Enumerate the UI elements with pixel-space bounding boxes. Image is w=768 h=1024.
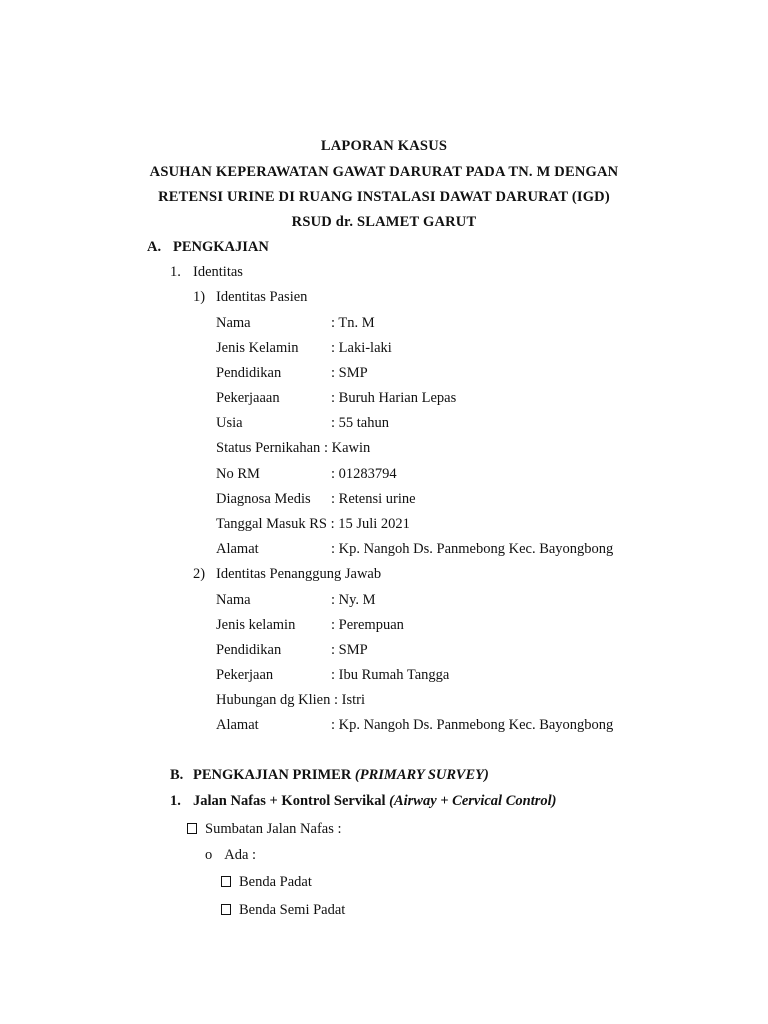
field-value: : Buruh Harian Lepas bbox=[331, 390, 457, 406]
field-value: : Istri bbox=[334, 692, 366, 708]
guardian-row bbox=[216, 666, 449, 684]
field-value: : SMP bbox=[331, 642, 368, 658]
field-label: Pendidikan bbox=[216, 365, 282, 381]
checkbox-icon bbox=[221, 876, 231, 887]
field-label: Jenis Kelamin bbox=[216, 340, 299, 356]
field-value: : Tn. M bbox=[331, 315, 375, 331]
field-value: : 01283794 bbox=[331, 466, 397, 482]
airway-title-text: Jalan Nafas + Kontrol Servikal bbox=[193, 793, 386, 809]
guardian-row bbox=[216, 591, 376, 609]
patient-row bbox=[216, 414, 389, 432]
guardian-row bbox=[216, 616, 404, 634]
patient-row bbox=[216, 364, 368, 382]
checkbox-icon bbox=[187, 823, 197, 834]
field-label: Nama bbox=[216, 592, 251, 608]
identitas-penanggung-number: 2) bbox=[193, 566, 206, 582]
sumbatan-item bbox=[187, 820, 342, 838]
field-label: Status Pernikahan bbox=[216, 440, 321, 456]
field-value: : Laki-laki bbox=[331, 340, 392, 356]
section-a-marker: A. bbox=[147, 239, 162, 255]
identitas-number: 1. bbox=[170, 264, 181, 280]
field-label: Pendidikan bbox=[216, 642, 282, 658]
report-subtitle-line2: RETENSI URINE DI RUANG INSTALASI DAWAT DARURAT (IGD) bbox=[158, 189, 610, 205]
patient-row bbox=[216, 540, 613, 558]
patient-row bbox=[216, 490, 416, 508]
field-label: Jenis kelamin bbox=[216, 617, 296, 633]
field-label: Nama bbox=[216, 315, 251, 331]
airway-number: 1. bbox=[170, 793, 181, 809]
ada-label: Ada : bbox=[224, 847, 257, 863]
guardian-row bbox=[216, 691, 365, 709]
option-label: Benda Padat bbox=[239, 874, 312, 890]
checkbox-icon bbox=[221, 904, 231, 915]
patient-row bbox=[216, 314, 375, 332]
field-value: : Ibu Rumah Tangga bbox=[331, 667, 450, 683]
airway-title bbox=[193, 792, 556, 810]
field-label: Alamat bbox=[216, 717, 259, 733]
field-value: : SMP bbox=[331, 365, 368, 381]
field-value: : Kawin bbox=[323, 440, 371, 456]
field-value: : Ny. M bbox=[331, 592, 376, 608]
identitas-pasien-number: 1) bbox=[193, 289, 206, 305]
ada-item bbox=[205, 846, 256, 864]
airway-title-italic: (Airway + Cervical Control) bbox=[389, 793, 557, 809]
section-b-title bbox=[193, 766, 489, 784]
field-value: : 15 Juli 2021 bbox=[330, 516, 410, 532]
option-benda-semi-padat bbox=[221, 901, 345, 919]
section-b-marker: B. bbox=[170, 767, 184, 783]
section-b-title-italic: (PRIMARY SURVEY) bbox=[354, 767, 489, 783]
field-value: : Kp. Nangoh Ds. Panmebong Kec. Bayongbong bbox=[331, 717, 614, 733]
section-b-title-text: PENGKAJIAN PRIMER bbox=[193, 767, 352, 783]
field-label: No RM bbox=[216, 466, 260, 482]
option-benda-padat bbox=[221, 873, 312, 891]
guardian-row bbox=[216, 641, 368, 659]
field-value: : Perempuan bbox=[331, 617, 404, 633]
identitas-pasien-label: Identitas Pasien bbox=[216, 289, 308, 305]
identitas-penanggung-label: Identitas Penanggung Jawab bbox=[216, 566, 382, 582]
field-label: Pekerjaan bbox=[216, 667, 274, 683]
patient-row bbox=[216, 439, 370, 457]
field-label: Usia bbox=[216, 415, 243, 431]
patient-row bbox=[216, 515, 410, 533]
field-label: Tanggal Masuk RS bbox=[216, 516, 327, 532]
identitas-label: Identitas bbox=[193, 264, 243, 280]
patient-row bbox=[216, 339, 392, 357]
field-label: Diagnosa Medis bbox=[216, 491, 311, 507]
report-hospital: RSUD dr. SLAMET GARUT bbox=[291, 214, 477, 230]
field-label: Pekerjaaan bbox=[216, 390, 280, 406]
field-value: : Kp. Nangoh Ds. Panmebong Kec. Bayongbong bbox=[331, 541, 614, 557]
guardian-row bbox=[216, 716, 613, 734]
section-a-title: PENGKAJIAN bbox=[173, 239, 269, 255]
option-label: Benda Semi Padat bbox=[239, 902, 346, 918]
field-value: : Retensi urine bbox=[331, 491, 416, 507]
report-title: LAPORAN KASUS bbox=[320, 138, 448, 154]
circle-bullet-icon: o bbox=[205, 847, 213, 863]
field-label: Alamat bbox=[216, 541, 259, 557]
field-value: : 55 tahun bbox=[331, 415, 389, 431]
report-subtitle-line1: ASUHAN KEPERAWATAN GAWAT DARURAT PADA TN. M DENGAN bbox=[149, 164, 619, 180]
patient-row bbox=[216, 465, 397, 483]
patient-row bbox=[216, 389, 456, 407]
field-label: Hubungan dg Klien bbox=[216, 692, 331, 708]
sumbatan-label: Sumbatan Jalan Nafas : bbox=[205, 821, 342, 837]
